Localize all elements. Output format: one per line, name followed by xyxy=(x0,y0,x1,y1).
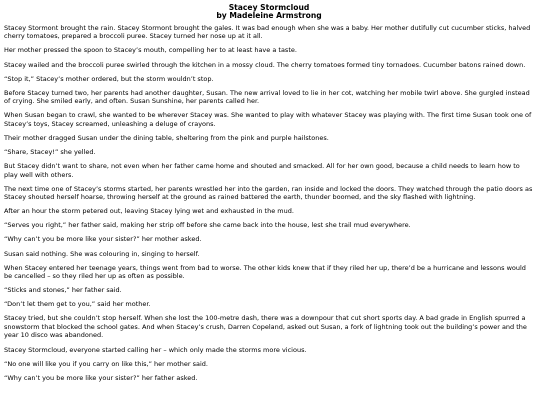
paragraph: “Why can’t you be more like your sister?” her mother asked. xyxy=(4,235,202,244)
paragraph: Their mother dragged Susan under the dining table, sheltering from the pink and purple hailstones. xyxy=(4,133,329,142)
paragraph: When Stacey entered her teenage years, things went from bad to worse. The other kids knew that if they riled her up, there’d be a hurricane and lessons would be cancelled – so they riled her up as often as possible. xyxy=(4,263,526,281)
paragraph: Stacey Stormont brought the rain. Stacey Stormont brought the gales. It was bad enough when she was a baby. Her mother dutifully cut cucumber sticks, halved cherry tomatoes, prepared a broccoli puree. Stacey turned her nose up at it all. xyxy=(4,23,531,41)
paragraph: “Don’t let them get to you,” said her mother. xyxy=(4,300,151,309)
paragraph: “Serves you right,” her father said, making her strip off before she came back into the house, lest she trail mud everywhere. xyxy=(4,221,411,230)
paragraph: “Stop it,” Stacey’s mother ordered, but the storm wouldn’t stop. xyxy=(4,74,214,83)
paragraph: “Why can’t you be more like your sister?” her father asked. xyxy=(4,373,198,382)
paragraph: Her mother pressed the spoon to Stacey’s mouth, compelling her to at least have a taste. xyxy=(4,46,297,55)
paragraph: Stacey wailed and the broccoli puree swirled through the kitchen in a mossy cloud. The cherry tomatoes formed tiny tornadoes. Cucumber batons rained down. xyxy=(4,60,526,69)
paragraph: When Susan began to crawl, she wanted to be wherever Stacey was. She wanted to play with whatever Stacey was playing with. The first time Susan took one of Stacey’s toys, Stacey screamed, unleashing a deluge of crayons. xyxy=(4,111,532,128)
paragraph: “No one will like you if you carry on like this,” her mother said. xyxy=(4,359,208,368)
story-body xyxy=(4,24,534,382)
paragraph: Stacey tried, but she couldn’t stop herself. When she lost the 100-metre dash, there was a downpour that cut short sports day. A bad grade in English spurred a snowstorm that blocked the school gates. And when Stacey’s crush, Darren Copeland, asked out Susan, a fork of lightning took out the building’s power and the year 10 disco was abandoned. xyxy=(4,314,527,340)
author-byline: by Madeleine Armstrong xyxy=(216,11,322,21)
paragraph: Stacey Stormcloud, everyone started calling her – which only made the storms more vicious. xyxy=(4,345,307,354)
story-title: Stacey Stormcloud xyxy=(228,3,310,12)
paragraph: “Share, Stacey!” she yelled. xyxy=(4,147,96,156)
paragraph: But Stacey didn’t want to share, not even when her father came home and shouted and smacked. All for her own good, because a child needs to learn how to play well with others. xyxy=(4,162,520,179)
paragraph: The next time one of Stacey’s storms started, her parents wrestled her into the garden, ran inside and locked the doors. They watched through the patio doors as Stacey shouted herself hoarse, throwing herself at the ground as rained battered the earth, thunder boomed, and the sky flashed with lightning. xyxy=(4,184,533,202)
paragraph: Susan said nothing. She was colouring in, singing to herself. xyxy=(4,249,200,258)
paragraph: Before Stacey turned two, her parents had another daughter, Susan. The new arrival loved to lie in her cot, watching her mobile twirl above. She gurgled instead of crying. She smiled early, and often. Susan Sunshine, her parents called her. xyxy=(4,88,530,106)
document-header xyxy=(4,4,534,21)
paragraph: “Sticks and stones,” her father said. xyxy=(4,286,122,295)
paragraph: After an hour the storm petered out, leaving Stacey lying wet and exhausted in the mud. xyxy=(4,207,294,216)
